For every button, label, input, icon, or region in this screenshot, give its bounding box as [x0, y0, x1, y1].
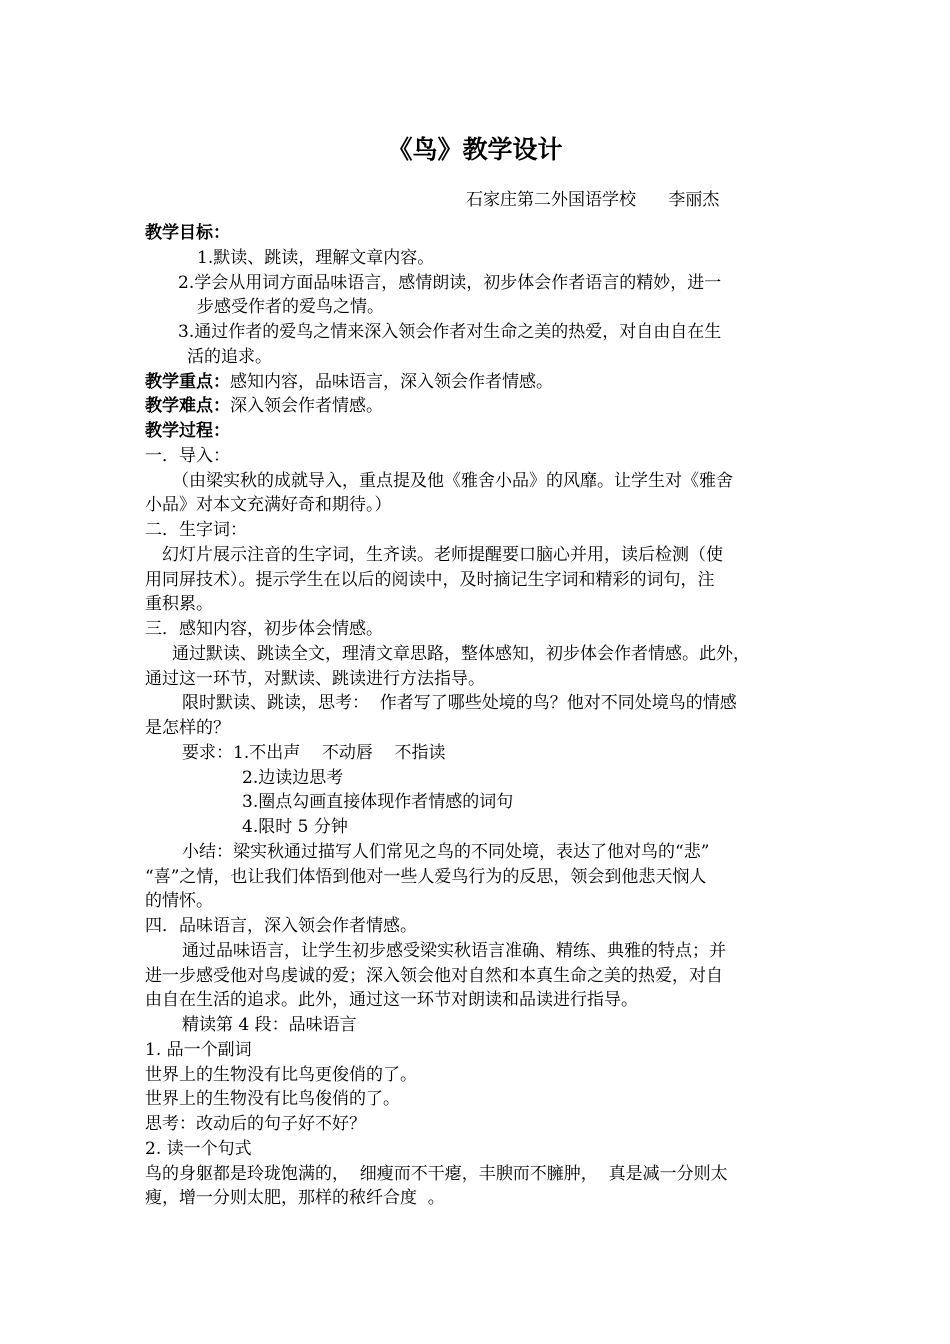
paragraph-line: 精读第 4 段：品味语言	[182, 1015, 357, 1035]
paragraph-line: 是怎样的？	[145, 718, 230, 738]
section-heading: 一．导入：	[145, 445, 230, 466]
paragraph-line: 通过这一环节，对默读、跳读进行方法指导。	[145, 668, 485, 689]
paragraph-line: “喜”之情，也让我们体悟到他对一些人爱鸟行为的反思，领会到他悲天悯人	[145, 866, 707, 887]
goal-item-continuation: 活的追求。	[187, 346, 272, 367]
goals-heading: 教学目标：	[145, 223, 230, 243]
paragraph-line: 由自在生活的追求。此外，通过这一环节对朗读和品读进行指导。	[145, 990, 638, 1011]
key-points-text: 感知内容，品味语言，深入领会作者情感。	[230, 371, 553, 392]
paragraph-line: 小结：梁实秋通过描写人们常见之鸟的不同处境，表达了他对鸟的“悲”	[182, 841, 710, 862]
goal-item: 3.通过作者的爱鸟之情来深入领会作者对生命之美的热爱，对自由自在生	[178, 322, 722, 342]
requirement-line: 4.限时 5 分钟	[242, 817, 348, 837]
paragraph-line: 用同屏技术）。提示学生在以后的阅读中，及时摘记生字词和精彩的词句，注	[145, 569, 715, 590]
question-line: 思考：改动后的句子好不好？	[145, 1114, 366, 1134]
document-body	[145, 221, 825, 1211]
paragraph-line: 限时默读、跳读，思考： 作者写了哪些处境的鸟？他对不同处境鸟的情感	[182, 693, 737, 714]
difficulties-line	[145, 394, 825, 419]
paragraph-line: 通过默读、跳读全文，理清文章思路，整体感知，初步体会作者情感。此外，	[172, 643, 750, 664]
goal-item: 1.默读、跳读，理解文章内容。	[197, 247, 435, 268]
paragraph-line: 幻灯片展示注音的生字词，生齐读。老师提醒要口脑心并用，读后检测（使	[162, 544, 723, 565]
example-sentence: 世界上的生物没有比鸟更俊俏的了。	[145, 1064, 417, 1085]
requirement-line: 3.圈点勾画直接体现作者情感的词句	[242, 792, 514, 813]
example-sentence: 瘦，增一分则太肥，那样的秾纤合度 。	[145, 1188, 445, 1209]
difficulties-label: 教学难点：	[145, 396, 230, 417]
goal-item-continuation: 步感受作者的爱鸟之情。	[197, 297, 384, 318]
example-sentence: 鸟的身躯都是玲珑饱满的， 细瘦而不干瘪，丰腴而不臃肿， 真是减一分则太	[145, 1163, 728, 1184]
key-points-line	[145, 370, 825, 395]
requirement-line: 要求：1.不出声 不动唇 不指读	[182, 742, 446, 763]
subheading-line: 2. 读一个句式	[145, 1138, 252, 1159]
goal-item: 2.学会从用词方面品味语言，感情朗读，初步体会作者语言的精妙，进一	[178, 272, 722, 293]
paragraph-line: （由梁实秋的成就导入，重点提及他《雅舍小品》的风靡。让学生对《雅舍	[172, 470, 733, 491]
paragraph-line: 进一步感受他对鸟虔诚的爱；深入领会他对自然和本真生命之美的热爱，对自	[145, 965, 723, 986]
paragraph-line: 重积累。	[145, 594, 213, 615]
author-line: 石家庄第二外国语学校 李丽杰	[466, 190, 720, 210]
paragraph-line: 通过品味语言，让学生初步感受梁实秋语言准确、精练、典雅的特点；并	[182, 940, 726, 961]
example-sentence: 世界上的生物没有比鸟俊俏的了。	[145, 1089, 400, 1110]
process-heading: 教学过程：	[145, 421, 230, 441]
key-points-label: 教学重点：	[145, 371, 230, 392]
requirement-line: 2.边读边思考	[242, 767, 344, 788]
difficulties-text: 深入领会作者情感。	[230, 396, 383, 417]
section-heading: 三．感知内容，初步体会情感。	[145, 619, 383, 639]
section-heading: 二．生字词：	[145, 520, 247, 540]
subheading-line: 1. 品一个副词	[145, 1039, 252, 1060]
paragraph-line: 的情怀。	[145, 891, 213, 912]
section-heading: 四．品味语言，深入领会作者情感。	[145, 916, 417, 936]
page-title: 《鸟》教学设计	[387, 135, 563, 164]
paragraph-line: 小品》对本文充满好奇和期待。）	[145, 495, 392, 516]
